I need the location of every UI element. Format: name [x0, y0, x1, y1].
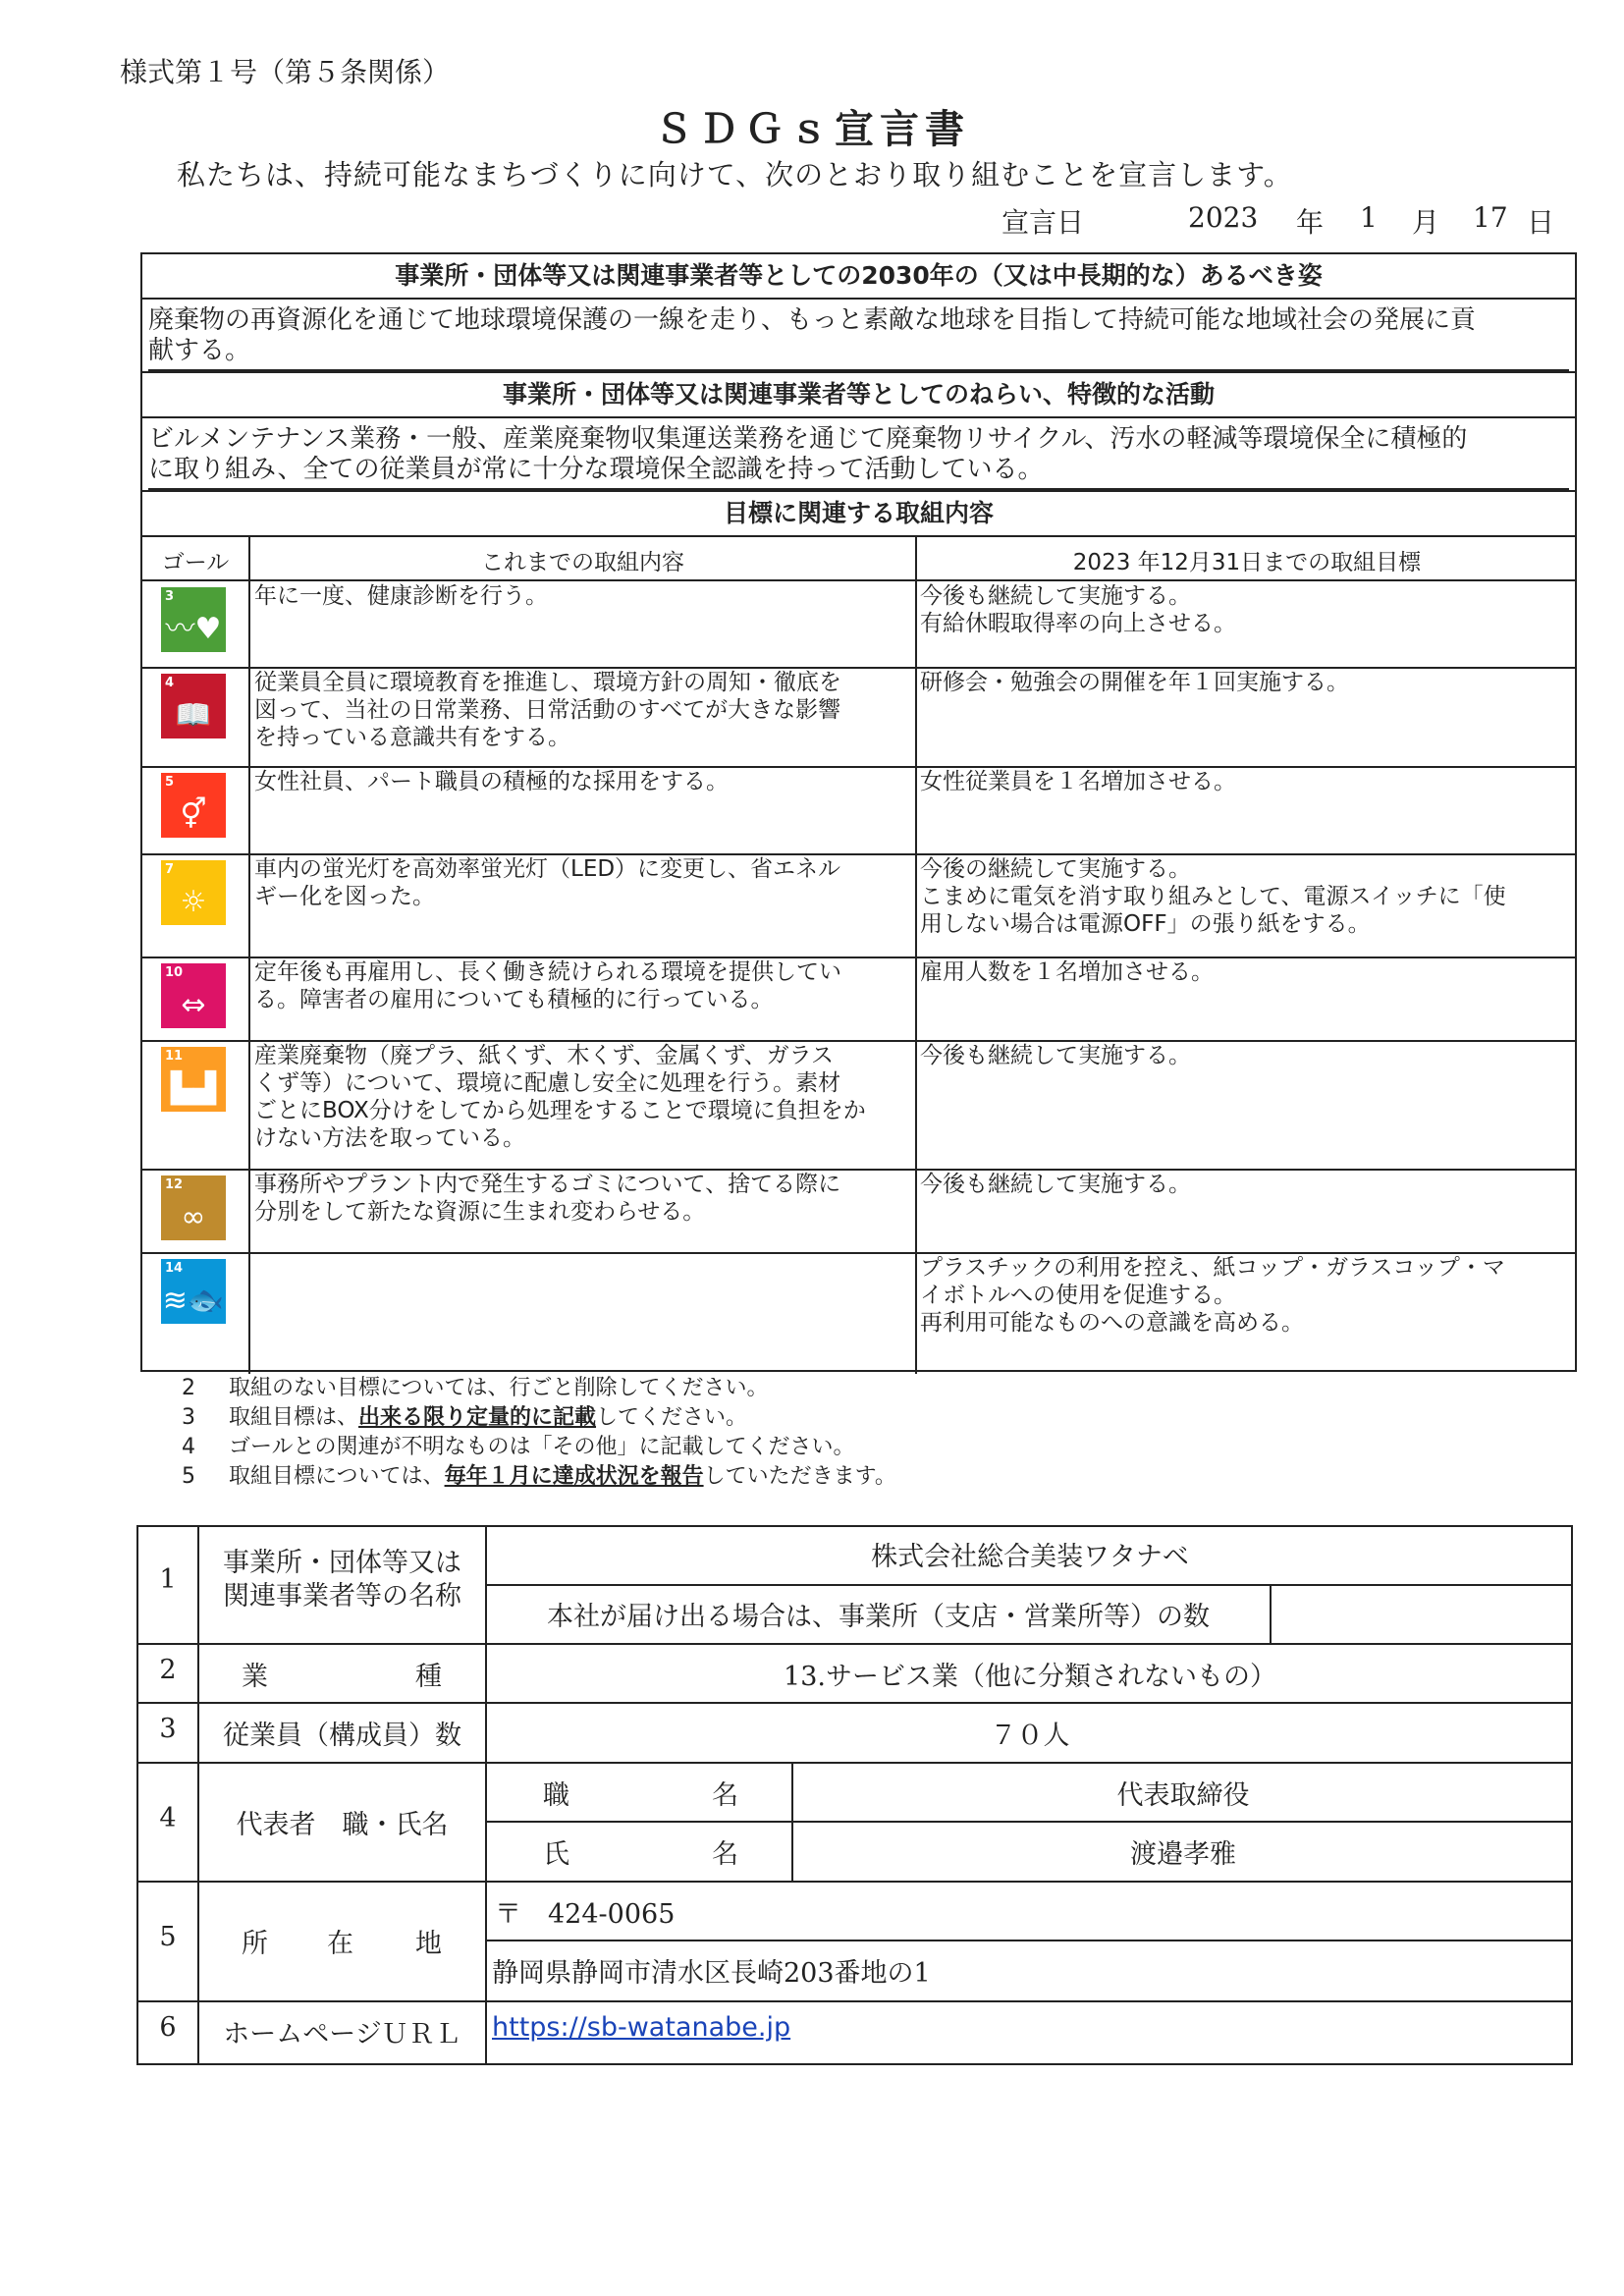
document-title: ＳＤＧｓ宣言書 [654, 107, 970, 152]
target-line: 研修会・勉強会の開催を年１回実施する。 [920, 670, 1349, 695]
note-emphasis: 出来る限り定量的に記載 [358, 1405, 597, 1430]
sdg-goal-number: 12 [165, 1177, 184, 1192]
address-label: 地 [415, 1929, 442, 1959]
name-label: 氏 [543, 1839, 569, 1870]
notes-list [182, 1374, 896, 1492]
note-number: 5 [182, 1464, 195, 1489]
past-initiative-line: 産業廃棄物（廃プラ、紙くず、木くず、金属くず、ガラス [254, 1043, 834, 1068]
infinity-icon: ∞ [181, 1200, 206, 1234]
activities-heading: 事業所・団体等又は関連事業者等としてのねらい、特徴的な活動 [142, 373, 1575, 418]
row-divider [138, 1762, 1571, 1764]
sdg-goal-number: 3 [165, 589, 175, 604]
past-initiatives-header: これまでの取組内容 [481, 550, 684, 575]
note-item [182, 1374, 896, 1403]
column-divider [248, 537, 250, 1374]
address-label: 在 [327, 1929, 353, 1959]
org-name-label [199, 1547, 485, 1613]
target-cell [920, 582, 1573, 637]
row-number: 3 [159, 1714, 177, 1744]
sdg-goal-10-icon [161, 963, 226, 1028]
city-buildings-icon: ▙▟ [170, 1071, 217, 1106]
past-initiative-line: を持っている意識共有をする。 [254, 725, 570, 750]
target-cell [920, 1042, 1573, 1069]
note-text: 取組のない目標については、行ごと削除してください。 [229, 1376, 769, 1400]
gender-equality-icon: ⚥ [180, 797, 207, 832]
sdg-goal-number: 11 [165, 1049, 184, 1064]
sdg-goal-number: 7 [165, 862, 175, 877]
sdg-goal-number: 4 [165, 676, 175, 690]
past-initiative-line: 事務所やプラント内で発生するゴミについて、捨てる際に [254, 1172, 841, 1197]
industry-value: 13.サービス業（他に分類されないもの） [784, 1662, 1276, 1692]
date-day: 17 [1473, 201, 1508, 234]
target-line: 女性従業員を１名増加させる。 [920, 769, 1236, 794]
row-number: 1 [159, 1564, 177, 1595]
target-cell [920, 1254, 1573, 1337]
row-number: 2 [159, 1655, 177, 1685]
heart-pulse-icon: 〰♥ [165, 612, 222, 646]
homepage-url-link[interactable]: https://sb-watanabe.jp [492, 2012, 791, 2043]
industry-label: 種 [415, 1662, 442, 1692]
target-line: 用しない場合は電源OFF」の張り紙をする。 [920, 911, 1371, 937]
date-year-unit: 年 [1296, 206, 1325, 239]
past-initiative-line: 女性社員、パート職員の積極的な採用をする。 [254, 769, 729, 794]
vision-line-1: 廃棄物の再資源化を通じて地球環境保護の一線を走り、もっと素敵な地球を目指して持続可能な地域社会の発展に貢 [148, 305, 1477, 335]
past-initiative-line: る。障害者の雇用についても積極的に行っている。 [254, 987, 774, 1012]
row-number: 4 [159, 1803, 177, 1833]
sdg-goal-4-icon [161, 674, 226, 738]
past-initiative-line: 分別をして新たな資源に生まれ変わらせる。 [254, 1199, 706, 1225]
date-day-unit: 日 [1527, 206, 1555, 239]
postal-code: 〒 424-0065 [495, 1899, 676, 1930]
book-icon: 📖 [175, 698, 212, 733]
note-text: していただきます。 [703, 1464, 896, 1489]
past-initiative-line: ごとにBOX分けをしてから処理をすることで環境に負担をか [254, 1098, 866, 1123]
position-label: 名 [712, 1780, 738, 1811]
employee-count-label: 従業員（構成員）数 [223, 1721, 461, 1751]
target-line: こまめに電気を消す取り組みとして、電源スイッチに「使 [920, 884, 1506, 909]
past-initiative-line: ギー化を図った。 [254, 884, 435, 909]
row-number: 5 [159, 1922, 177, 1952]
sdg-goal-5-icon [161, 773, 226, 838]
target-line: 雇用人数を１名増加させる。 [920, 959, 1214, 985]
target-line: 今後の継続して実施する。 [920, 856, 1191, 882]
address-value: 静岡県静岡市清水区長崎203番地の1 [492, 1958, 931, 1989]
representative-label: 代表者 職・氏名 [236, 1810, 449, 1840]
past-initiative-cell [254, 958, 912, 1013]
past-initiative-cell [254, 582, 912, 610]
sdgs-goals-table [140, 252, 1577, 1372]
row-number: 6 [159, 2012, 177, 2043]
position-label: 職 [543, 1780, 569, 1811]
column-divider [1270, 1584, 1272, 1643]
past-initiative-cell [254, 669, 912, 751]
note-text: ゴールとの関連が不明なものは「その他」に記載してください。 [229, 1435, 855, 1459]
sdg-goal-number: 5 [165, 775, 175, 790]
target-line: 再利用可能なものへの意識を高める。 [920, 1310, 1304, 1336]
target-header: 2023 年12月31日までの取組目標 [1072, 550, 1422, 575]
name-value: 渡邉孝雅 [1130, 1839, 1236, 1870]
note-text: 取組目標は、 [229, 1405, 359, 1430]
row-divider [138, 1643, 1571, 1645]
note-emphasis: 毎年１月に達成状況を報告 [444, 1464, 704, 1489]
past-initiative-cell [254, 1042, 912, 1152]
note-number: 2 [182, 1376, 195, 1400]
form-number: 様式第１号（第５条関係） [120, 56, 451, 88]
sdg-goal-number: 10 [165, 965, 184, 980]
industry-label: 業 [242, 1662, 268, 1692]
past-initiative-line: 車内の蛍光灯を高効率蛍光灯（LED）に変更し、省エネル [254, 856, 841, 882]
target-line: 今後も継続して実施する。 [920, 1043, 1191, 1068]
target-line: プラスチックの利用を控え、紙コップ・ガラスコップ・マ [920, 1255, 1505, 1281]
sdg-goal-11-icon [161, 1047, 226, 1112]
row-divider [138, 1881, 1571, 1883]
employee-count-value: ７０人 [990, 1721, 1070, 1751]
intro-text: 私たちは、持続可能なまちづくりに向けて、次のとおり取り組むことを宣言します。 [177, 158, 1293, 191]
name-label: 名 [712, 1839, 738, 1870]
past-initiative-cell [254, 768, 912, 795]
org-name-label-line: 関連事業者等の名称 [223, 1581, 461, 1612]
target-cell [920, 855, 1573, 938]
note-number: 4 [182, 1435, 195, 1459]
target-line: 今後も継続して実施する。 [920, 583, 1191, 609]
row-divider [485, 1584, 1571, 1586]
date-year: 2023 [1188, 201, 1259, 234]
row-divider [485, 1940, 1571, 1941]
org-name-label-line: 事業所・団体等又は [223, 1548, 461, 1578]
past-initiative-line: 従業員全員に環境教育を推進し、環境方針の周知・徹底を [254, 670, 841, 695]
organization-info-table [136, 1525, 1573, 2065]
past-initiative-cell [254, 1171, 912, 1226]
note-text: 取組目標については、 [229, 1464, 445, 1489]
date-month-unit: 月 [1412, 206, 1440, 239]
target-line: イボトルへの使用を促進する。 [920, 1283, 1236, 1308]
target-line: 有給休暇取得率の向上させる。 [920, 611, 1236, 636]
vision-line-2: 献する。 [148, 336, 251, 365]
past-initiative-line: 定年後も再雇用し、長く働き続けられる環境を提供してい [254, 959, 841, 985]
note-item [182, 1403, 896, 1433]
reduced-inequality-icon: ⇔ [181, 988, 206, 1022]
homepage-label: ホームページＵＲＬ [223, 2019, 461, 2050]
sdg-goal-14-icon [161, 1259, 226, 1324]
target-line: 今後も継続して実施する。 [920, 1172, 1191, 1197]
org-name-value: 株式会社総合美装ワタナベ [871, 1542, 1189, 1572]
activities-line-1: ビルメンテナンス業務・一般、産業廃棄物収集運送業務を通じて廃棄物リサイクル、汚水の軽減等環境保全に積極的 [148, 424, 1468, 454]
row-divider [138, 1702, 1571, 1704]
note-number: 3 [182, 1405, 195, 1430]
past-initiative-line: 年に一度、健康診断を行う。 [254, 583, 548, 609]
address-label: 所 [242, 1929, 268, 1959]
sdg-goal-number: 14 [165, 1261, 184, 1276]
target-cell [920, 768, 1573, 795]
past-initiative-line: くず等）について、環境に配慮し安全に処理を行う。素材 [254, 1070, 841, 1096]
date-label: 宣言日 [1001, 206, 1085, 239]
date-month: 1 [1360, 201, 1378, 234]
target-cell [920, 1171, 1573, 1198]
past-initiative-cell [254, 855, 912, 910]
activities-body [148, 418, 1569, 490]
sdg-goal-7-icon [161, 860, 226, 925]
vision-heading: 事業所・団体等又は関連事業者等としての2030年の（又は中長期的な）あるべき姿 [142, 254, 1575, 300]
activities-line-2: に取り組み、全ての従業員が常に十分な環境保全認識を持って活動している。 [148, 455, 1044, 484]
goal-column-header: ゴール [161, 550, 230, 575]
row-divider [485, 1821, 1571, 1823]
target-cell [920, 958, 1573, 986]
fish-icon: ≋🐟 [162, 1284, 225, 1318]
target-cell [920, 669, 1573, 696]
row-divider [138, 2000, 1571, 2002]
past-initiative-line: けない方法を取っている。 [254, 1125, 525, 1151]
initiatives-heading: 目標に関連する取組内容 [142, 492, 1575, 537]
sdg-goal-12-icon [161, 1175, 226, 1240]
note-text: してください。 [596, 1405, 748, 1430]
note-item [182, 1433, 896, 1462]
branch-count-label: 本社が届け出る場合は、事業所（支店・営業所等）の数 [547, 1602, 1210, 1632]
past-initiative-line: 図って、当社の日常業務、日常活動のすべてが大きな影響 [254, 697, 841, 723]
sun-power-icon: ☼ [180, 885, 207, 919]
sdg-goal-3-icon [161, 587, 226, 652]
vision-body [148, 300, 1569, 371]
column-divider [915, 537, 917, 1374]
position-value: 代表取締役 [1116, 1780, 1250, 1811]
note-item [182, 1462, 896, 1492]
divider [142, 579, 1575, 581]
